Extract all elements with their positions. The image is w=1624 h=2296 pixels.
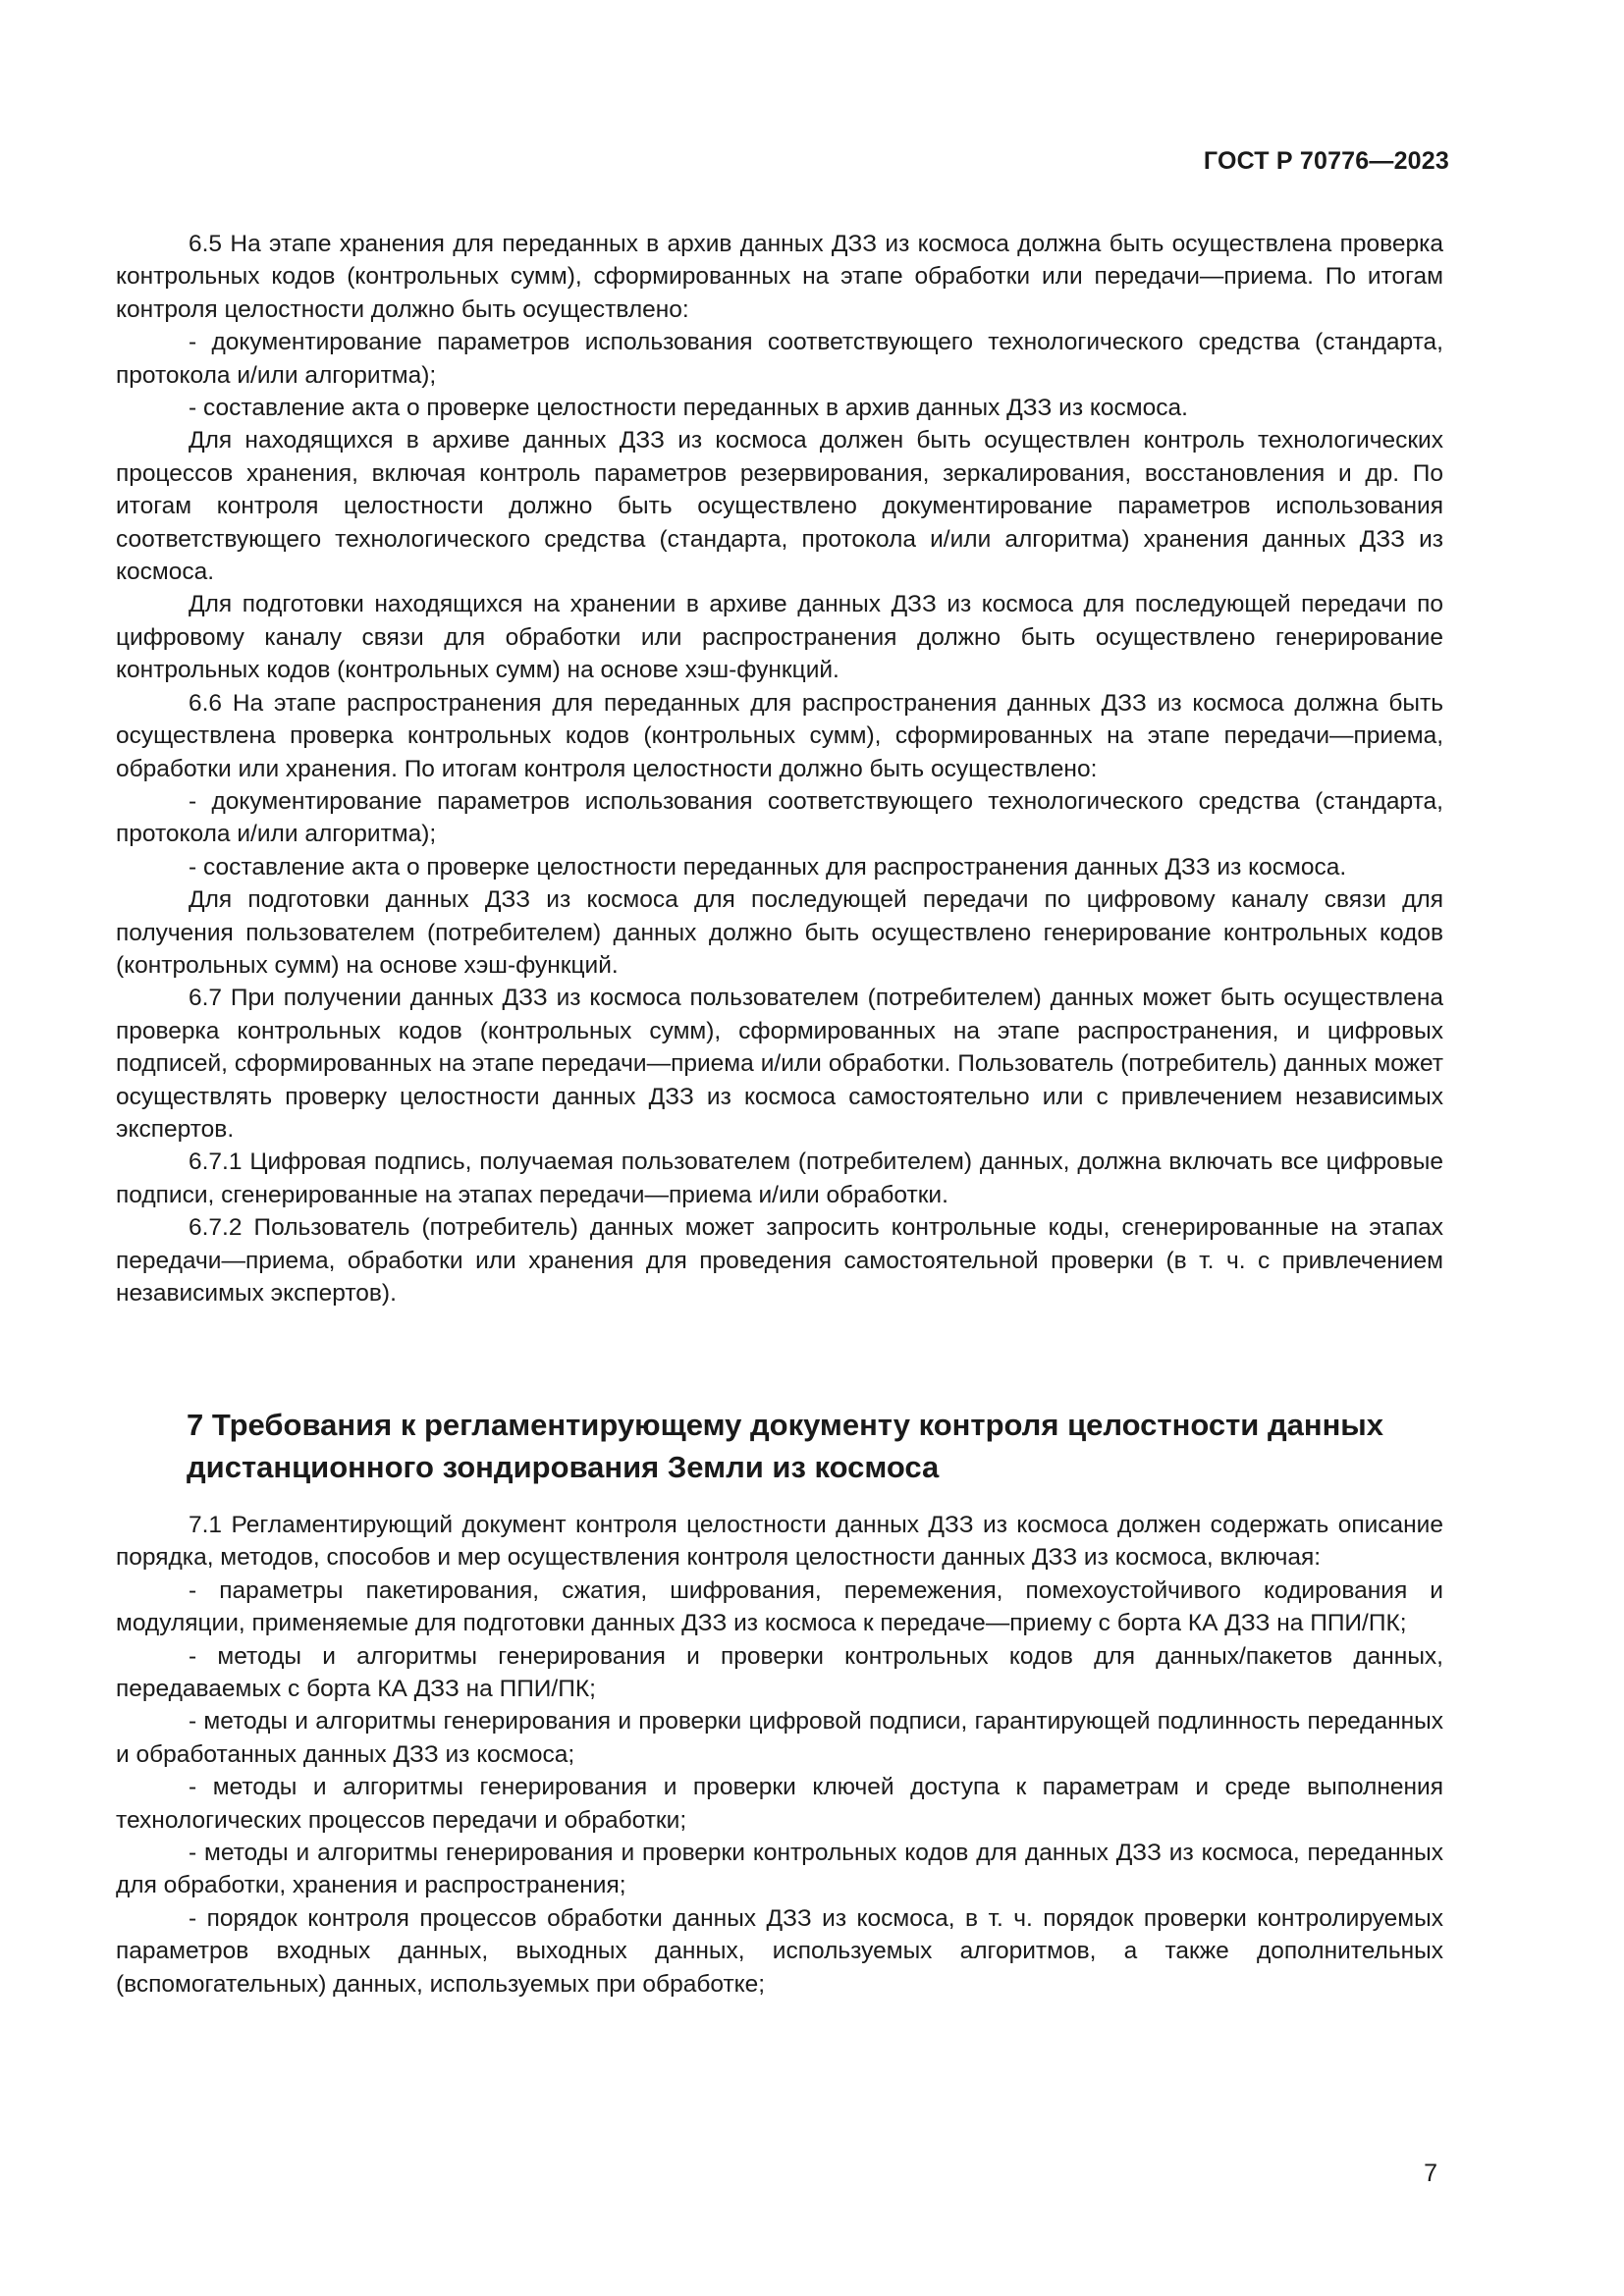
list-item: - параметры пакетирования, сжатия, шифрования, перемежения, помехоустойчивого кодирования и модуляции, применяемые для подготовки данных ДЗЗ из космоса к передаче—приему с борта КА ДЗЗ на ППИ/ПК; [116, 1576, 1443, 1637]
paragraph: Для находящихся в архиве данных ДЗЗ из космоса должен быть осуществлен контроль технологических процессов хранения, включая контроль параметров резервирования, зеркалирования, восстановления и др. По итогам контроля целостности должно быть осуществлено документирование параметров использования соответствующего технологического средства (стандарта, протокола и/или алгоритма) хранения данных ДЗЗ из космоса. [116, 427, 1443, 586]
list-item: - документирование параметров использования соответствующего технологического средства (стандарта, протокола и/или алгоритма); [116, 329, 1443, 389]
paragraph: Для подготовки данных ДЗЗ из космоса для последующей передачи по цифровому каналу связи для получения пользователем (потребителем) данных должно быть осуществлено генерирование контрольных кодов (контрольных сумм) на основе хэш-функций. [116, 886, 1443, 979]
list-item: - методы и алгоритмы генерирования и проверки ключей доступа к параметрам и среде выполнения технологических процессов передачи и обработки; [116, 1774, 1443, 1834]
paragraph-7-1: 7.1 Регламентирующий документ контроля целостности данных ДЗЗ из космоса должен содержать описание порядка, методов, способов и мер осуществления контроля целостности данных ДЗЗ из космоса, включая: [116, 1512, 1443, 1572]
document-header: ГОСТ Р 70776—2023 [1203, 147, 1449, 175]
list-item: - порядок контроля процессов обработки данных ДЗЗ из космоса, в т. ч. порядок проверки контролируемых параметров входных данных, выходных данных, используемых алгоритмов, а также дополнительных (вспомогательных) данных, используемых при обработке; [116, 1904, 1443, 1998]
list-item: - методы и алгоритмы генерирования и проверки контрольных кодов для данных ДЗЗ из космоса, переданных для обработки, хранения и распространения; [116, 1840, 1443, 1899]
section-7-body [116, 1509, 1443, 2001]
list-item: - составление акта о проверке целостности переданных в архив данных ДЗЗ из космоса. [189, 395, 1188, 422]
list-item: - методы и алгоритмы генерирования и проверки цифровой подписи, гарантирующей подлинность переданных и обработанных данных ДЗЗ из космоса; [116, 1708, 1443, 1768]
list-item: - методы и алгоритмы генерирования и проверки контрольных кодов для данных/пакетов данных, передаваемых с борта КА ДЗЗ на ППИ/ПК; [116, 1642, 1443, 1703]
paragraph-6-5: 6.5 На этапе хранения для переданных в архив данных ДЗЗ из космоса должна быть осуществлена проверка контрольных кодов (контрольных сумм), сформированных на этапе обработки или передачи—приема. По итогам контроля целостности должно быть осуществлено: [116, 231, 1443, 323]
paragraph-6-6: 6.6 На этапе распространения для переданных для распространения данных ДЗЗ из космоса должна быть осуществлена проверка контрольных кодов (контрольных сумм), сформированных на этапе передачи—приема, обработки или хранения. По итогам контроля целостности должно быть осуществлено: [116, 689, 1443, 782]
paragraph-6-7-1: 6.7.1 Цифровая подпись, получаемая пользователем (потребителем) данных, должна включать все цифровые подписи, сгенерированные на этапах передачи—приема и/или обработки. [116, 1148, 1443, 1208]
section-7-heading: 7 Требования к регламентирующему документу контроля целостности данных дистанционного зондирования Земли из космоса [187, 1408, 1384, 1484]
paragraph: Для подготовки находящихся на хранении в архиве данных ДЗЗ из космоса для последующей передачи по цифровому каналу связи для обработки или распространения должно быть осуществлено генерирование контрольных кодов (контрольных сумм) на основе хэш-функций. [116, 591, 1443, 684]
paragraph-6-7-2: 6.7.2 Пользователь (потребитель) данных может запросить контрольные коды, сгенерированные на этапах передачи—приема, обработки или хранения для проведения самостоятельной проверки (в т. ч. с привлечением независимых экспертов). [116, 1214, 1443, 1307]
list-item: - составление акта о проверке целостности переданных для распространения данных ДЗЗ из космоса. [189, 853, 1347, 881]
list-item: - документирование параметров использования соответствующего технологического средства (стандарта, протокола и/или алгоритма); [116, 787, 1443, 848]
section-6-body [116, 228, 1443, 1309]
paragraph-6-7: 6.7 При получении данных ДЗЗ из космоса пользователем (потребителем) данных может быть осуществлена проверка контрольных кодов (контрольных сумм), сформированных на этапе распространения, и цифровых подписей, сформированных на этапе передачи—приема и/или обработки. Пользователь (потребитель) данных может осуществлять проверку целостности данных ДЗЗ из космоса самостоятельно или с привлечением независимых экспертов. [116, 985, 1443, 1143]
page-number: 7 [1424, 2160, 1437, 2187]
